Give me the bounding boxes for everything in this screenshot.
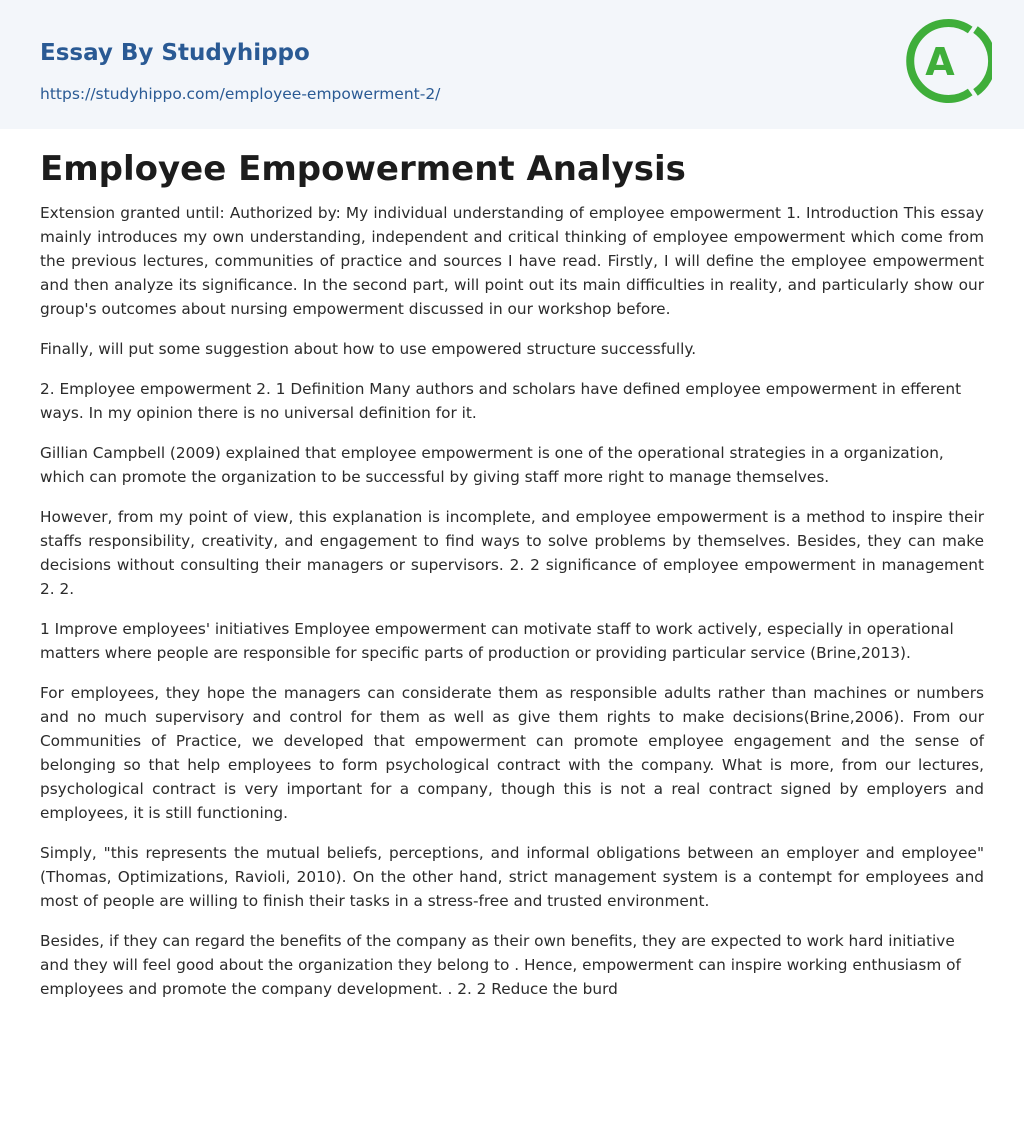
site-title[interactable]: Essay By Studyhippo [40,40,310,66]
paragraph: Extension granted until: Authorized by: My individual understanding of employee empowerment 1. Introduction This essay mainly introduces my own understanding, independent and critical thinking of employee empowerment which come from the previous lectures, communities of practice and sources I have read. Firstly, I will define the employee empowerment and then analyze its significance. In the second part, will point out its main difficulties in reality, and particularly show our group's outcomes about nursing empowerment discussed in our workshop before. [40,204,984,318]
page-title: Employee Empowerment Analysis [40,149,686,189]
paragraph: Gillian Campbell (2009) explained that employee empowerment is one of the operational strategies in a organization, which can promote the organization to be successful by giving staff more right to manage themselves. [40,444,944,486]
essay-body [40,201,984,1017]
essay-url-link[interactable]: https://studyhippo.com/employee-empowerment-2/ [40,85,441,103]
paragraph: For employees, they hope the managers can considerate them as responsible adults rather than machines or numbers and no much supervisory and control for them as well as give them rights to make decisions(Brine,2006). From our Communities of Practice, we developed that empowerment can promote employee engagement and the sense of belonging so that help employees to form psychological contract with the company. What is more, from our lectures, psychological contract is very important for a company, though this is not a real contract signed by employers and employees, it is still functioning. [40,684,984,822]
studyhippo-logo-icon[interactable] [906,18,992,104]
paragraph: However, from my point of view, this explanation is incomplete, and employee empowerment is a method to inspire their staffs responsibility, creativity, and engagement to find ways to solve problems by themselves. Besides, they can make decisions without consulting their managers or supervisors. 2. 2 significance of employee empowerment in management 2. 2. [40,508,984,598]
paragraph: 2. Employee empowerment 2. 1 Definition Many authors and scholars have defined employee empowerment in efferent ways. In my opinion there is no universal definition for it. [40,380,962,422]
paragraph: Besides, if they can regard the benefits of the company as their own benefits, they are expected to work hard initiative and they will feel good about the organization they belong to . Hence, empowerment can inspire working enthusiasm of employees and promote the company development. . 2. 2 Reduce the burd [40,932,961,998]
logo-letter: A [925,40,955,84]
paragraph: Simply, "this represents the mutual beliefs, perceptions, and informal obligations between an employer and employee" (Thomas, Optimizations, Ravioli, 2010). On the other hand, strict management system is a contempt for employees and most of people are willing to finish their tasks in a stress-free and trusted environment. [40,844,984,910]
paragraph: 1 Improve employees' initiatives Employee empowerment can motivate staff to work actively, especially in operational matters where people are responsible for specific parts of production or providing particular service (Brine,2013). [40,620,954,662]
paragraph: Finally, will put some suggestion about how to use empowered structure successfully. [40,340,697,358]
